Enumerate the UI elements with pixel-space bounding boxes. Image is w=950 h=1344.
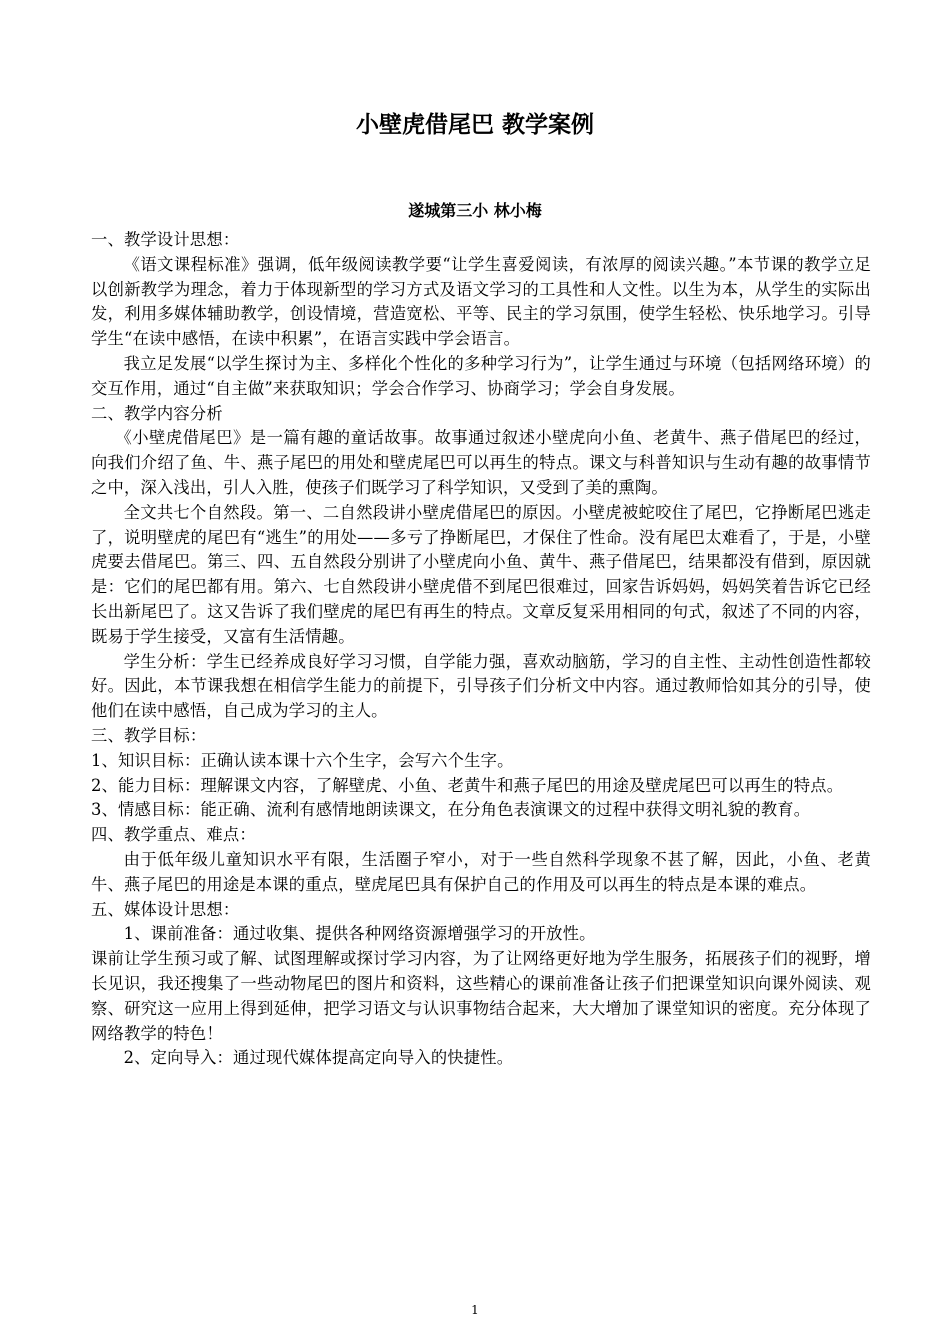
paragraph: 全文共七个自然段。第一、二自然段讲小壁虎借尾巴的原因。小壁虎被蛇咬住了尾巴，它挣断尾巴逃走了，说明壁虎的尾巴有“逃生”的用处——多亏了挣断尾巴，才保住了性命。没有尾巴太难看了，于是，小壁虎要去借尾巴。第三、四、五自然段分别讲了小壁虎向小鱼、黄牛、燕子借尾巴，结果都没有借到，原因就是：它们的尾巴都有用。第六、七自然段讲小壁虎借不到尾巴很难过，回家告诉妈妈，妈妈笑着告诉它已经长出新尾巴了。这又告诉了我们壁虎的尾巴有再生的特点。文章反复采用相同的句式，叙述了不同的内容，既易于学生接受，又富有生活情趣。 xyxy=(91,502,871,646)
paragraph: 课前让学生预习或了解、试图理解或探讨学习内容，为了让网络更好地为学生服务，拓展孩子们的视野，增长见识，我还搜集了一些动物尾巴的图片和资料，这些精心的课前准备让孩子们把课堂知识向课外阅读、观察、研究这一应用上得到延伸，把学习语文与认识事物结合起来，大大增加了课堂知识的密度。充分体现了网络教学的特色！ xyxy=(91,949,871,1043)
list-item: 3、情感目标：能正确、流利有感情地朗读课文，在分角色表演课文的过程中获得文明礼貌的教育。 xyxy=(91,800,811,820)
paragraph: 《小壁虎借尾巴》是一篇有趣的童话故事。故事通过叙述小壁虎向小鱼、老黄牛、燕子借尾巴的经过，向我们介绍了鱼、牛、燕子尾巴的用处和壁虎尾巴可以再生的特点。课文与科普知识与生动有趣的故事情节之中，深入浅出，引人入胜，使孩子们既学习了科学知识，又受到了美的熏陶。 xyxy=(91,428,871,497)
paragraph: 由于低年级儿童知识水平有限，生活圈子窄小，对于一些自然科学现象不甚了解，因此，小鱼、老黄牛、燕子尾巴的用途是本课的重点，壁虎尾巴具有保护自己的作用及可以再生的特点是本课的难点。 xyxy=(91,849,871,894)
section-heading: 三、教学目标： xyxy=(91,725,207,745)
section-heading: 一、教学设计思想： xyxy=(91,230,240,249)
section-heading: 二、教学内容分析 xyxy=(91,403,223,423)
document-author: 遂城第三小 林小梅 xyxy=(408,201,542,220)
section-heading: 五、媒体设计思想： xyxy=(91,899,240,919)
sub-heading: 2、定向导入：通过现代媒体提高定向导入的快捷性。 xyxy=(123,1048,514,1068)
section-heading: 四、教学重点、难点： xyxy=(91,825,256,845)
page-number: 1 xyxy=(471,1303,479,1317)
list-item: 1、知识目标：正确认读本课十六个生字，会写六个生字。 xyxy=(91,750,514,770)
sub-heading: 1、课前准备：通过收集、提供各种网络资源增强学习的开放性。 xyxy=(123,924,596,944)
paragraph: 《语文课程标准》强调，低年级阅读教学要“让学生喜爱阅读，有浓厚的阅读兴趣。”本节课的教学立足以创新教学为理念，着力于体现新型的学习方式及语文学习的工具性和人文性。以生为本，从学生的实际出发，利用多媒体辅助教学，创设情境，营造宽松、平等、民主的学习氛围，使学生轻松、快乐地学习。引导学生“在读中感悟，在读中积累”，在语言实践中学会语言。 xyxy=(91,254,871,349)
paragraph: 学生分析：学生已经养成良好学习习惯，自学能力强，喜欢动脑筋，学习的自主性、主动性创造性都较好。因此，本节课我想在相信学生能力的前提下，引导孩子们分析文中内容。通过教师恰如其分的引导，使他们在读中感悟，自己成为学习的主人。 xyxy=(91,651,871,721)
document-body xyxy=(91,228,871,1071)
paragraph: 我立足发展“以学生探讨为主、多样化个性化的多种学习行为”，让学生通过与环境（包括网络环境）的交互作用，通过“自主做”来获取知识；学会合作学习、协商学习；学会自身发展。 xyxy=(91,353,871,398)
list-item: 2、能力目标：理解课文内容，了解壁虎、小鱼、老黄牛和燕子尾巴的用途及壁虎尾巴可以再生的特点。 xyxy=(91,775,844,795)
document-title: 小壁虎借尾巴 教学案例 xyxy=(355,112,594,138)
